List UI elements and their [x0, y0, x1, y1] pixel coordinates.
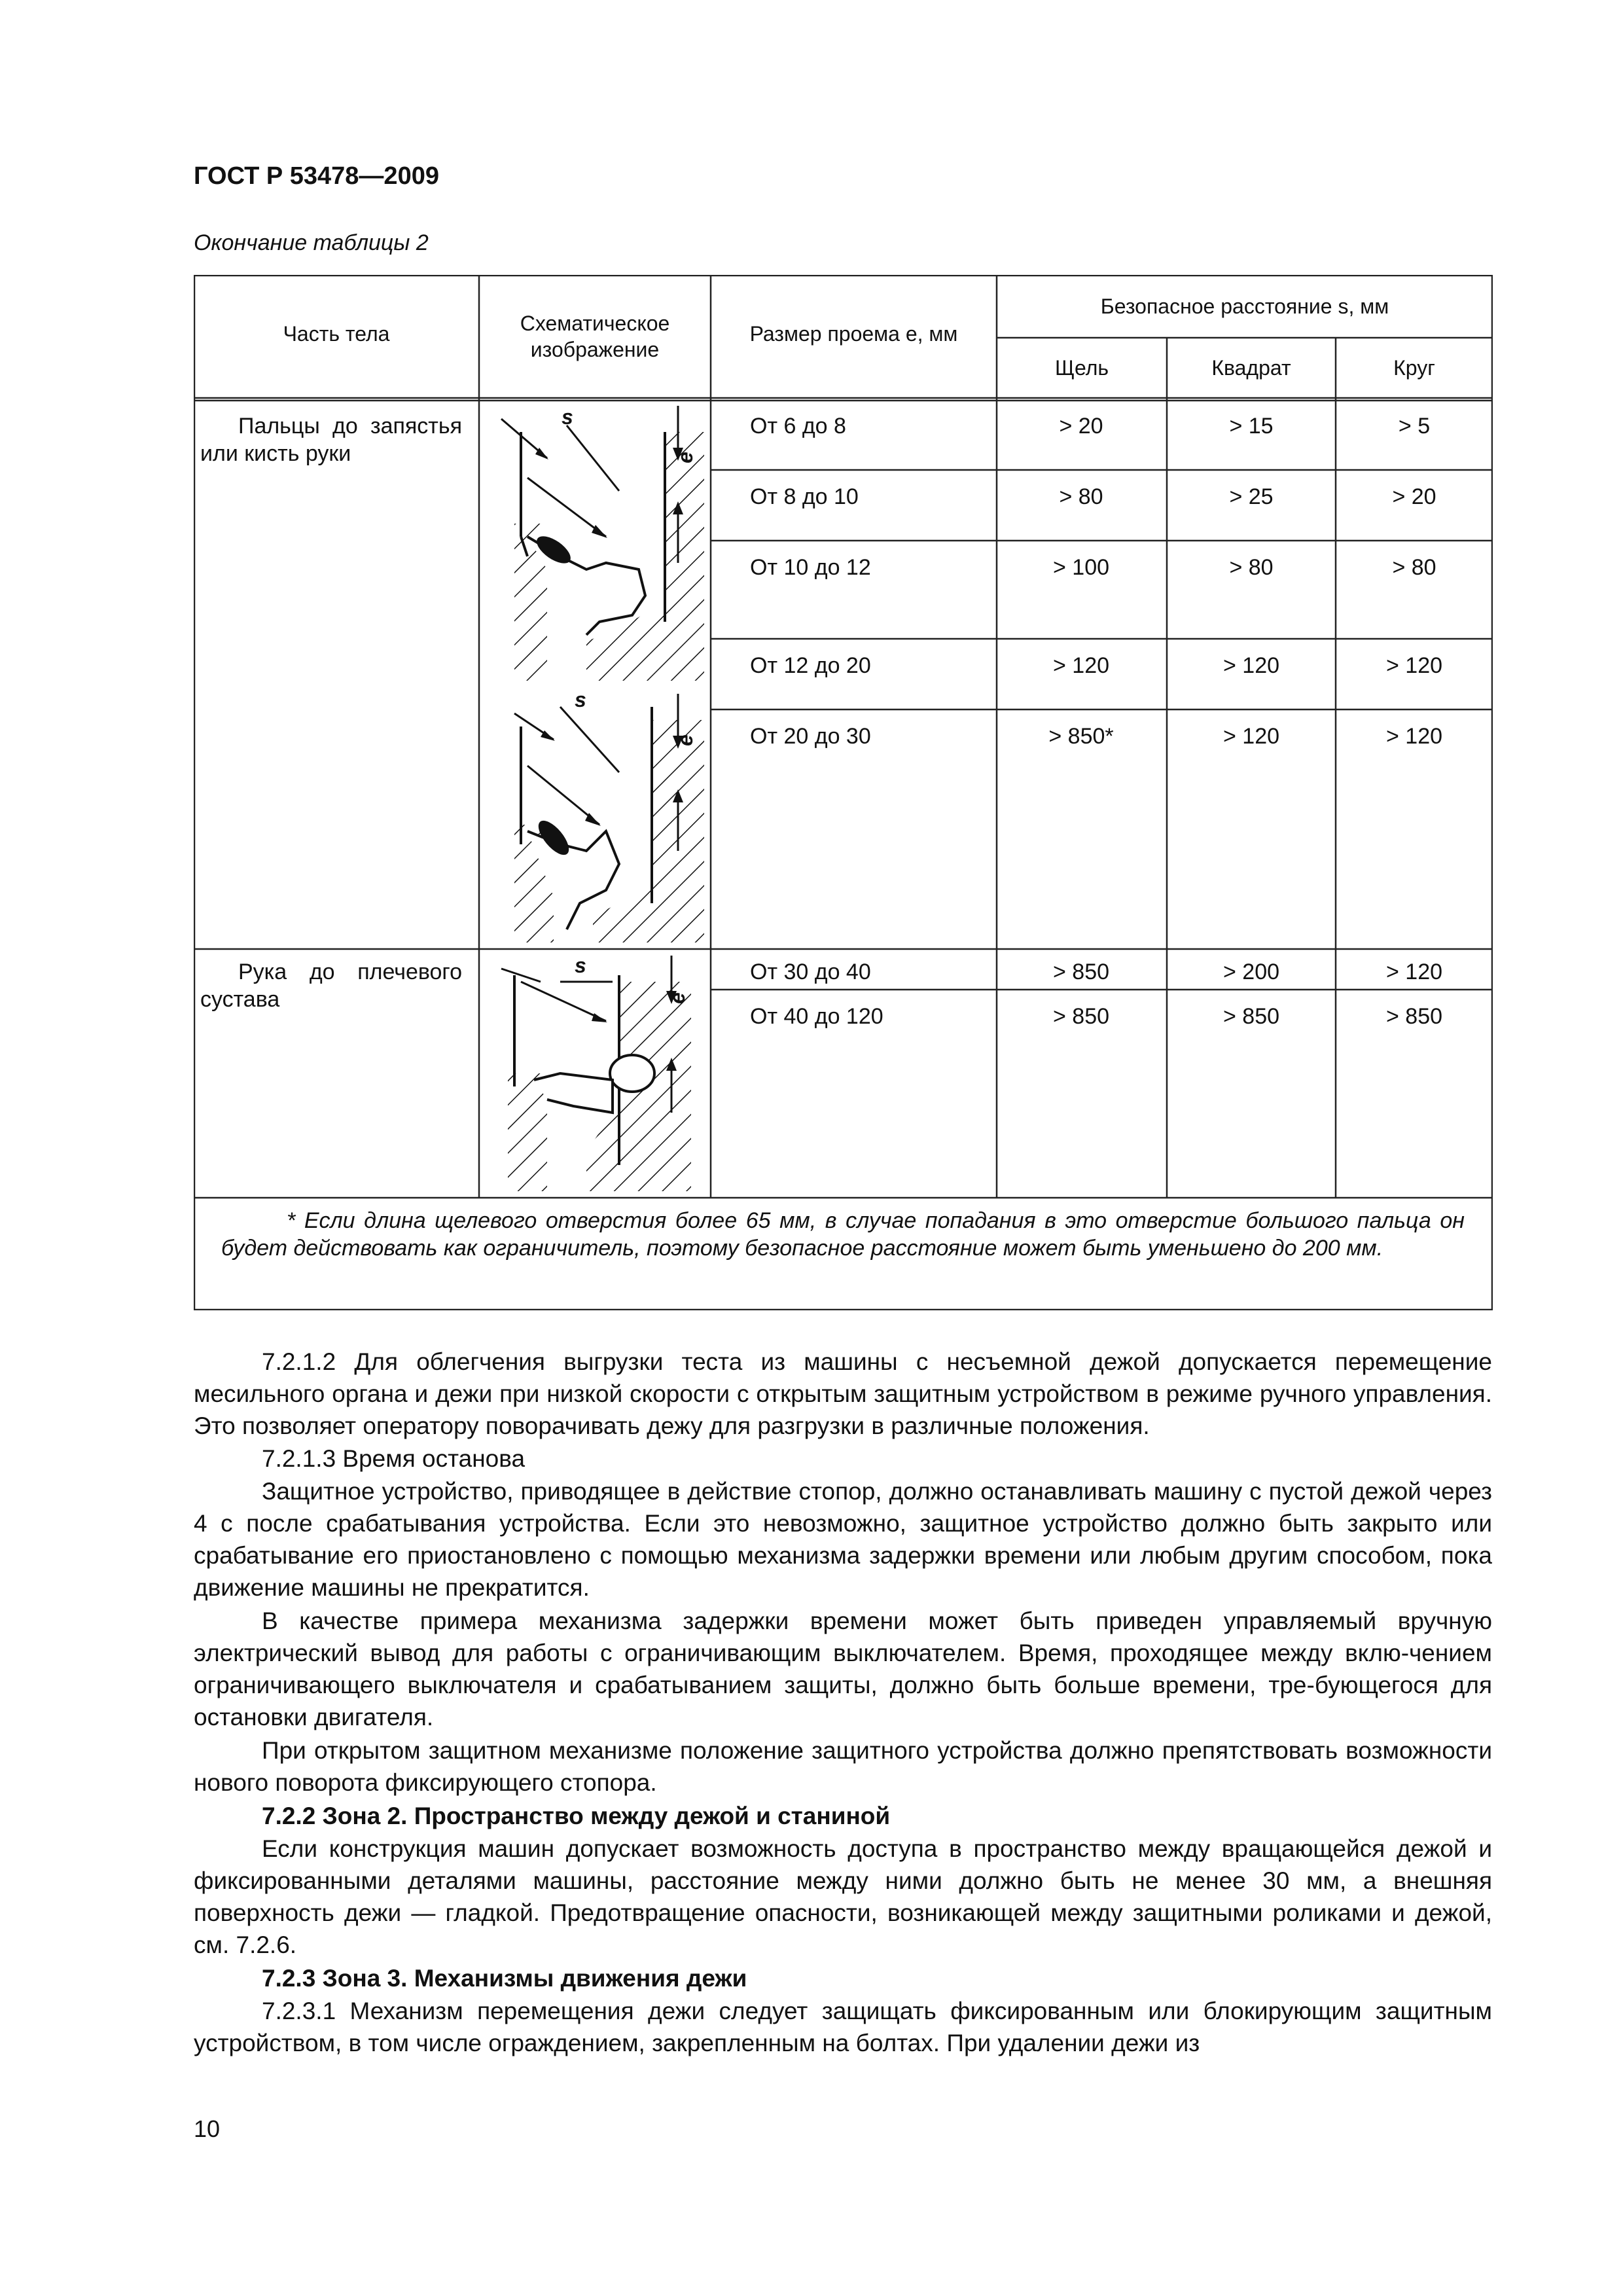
paragraph-zone-2: Если конструкция машин допускает возможность доступа в пространство между вращающейся дежой и фиксированными деталями машины, расстояние между ними должно быть не менее 30 мм, а внешняя поверхность дежи — гладкой. Предотвращение опасности, возникающей между защитными роликами и дежой, см. 7.2.6.: [194, 1835, 1492, 1958]
paragraph-stop-time: Защитное устройство, приводящее в действие стопор, должно останавливать машину с пустой дежой через 4 с после срабатывания устройства. Если это невозможно, защитное устройство должно быть закрыто или срабатывание его приостановлено с помощью механизма задержки времени или любым другим способом, пока движение машины не прекратится.: [194, 1478, 1492, 1601]
paragraph-delay-example: В качестве примера механизма задержки времени может быть приведен управляемый вручную электрический вывод для работы с ограничивающим выключателем. Время, проходящее между вклю-чением ограничивающего выключателя и срабатыванием защиты, должно быть больше времени, тре-бующегося для остановки двигателя.: [194, 1607, 1492, 1731]
table-caption: Окончание таблицы 2: [194, 230, 429, 255]
page-number: 10: [194, 2115, 221, 2142]
paragraph-open-guard: При открытом защитном механизме положение защитного устройства должно препятствовать возможности нового поворота фиксирующего стопора.: [194, 1737, 1492, 1796]
row-circle: > 850: [1385, 1004, 1443, 1029]
row-circle: > 5: [1398, 414, 1431, 439]
row-slot: > 850*: [1048, 724, 1114, 749]
row-circle: > 120: [1385, 653, 1443, 678]
row-square: > 850: [1222, 1004, 1280, 1029]
row-square: > 80: [1229, 555, 1274, 580]
row-opening: От 8 до 10: [750, 484, 859, 509]
subheader-slot: Щель: [1054, 356, 1109, 380]
table-footnote: * Если длина щелевого отверстия более 65 мм, в случае попадания в это отверстие большого пальца он будет действовать как ограничитель, поэтому безопасное расстояние может быть уменьшено до 200 мм.: [221, 1208, 1465, 1261]
row-square: > 25: [1229, 484, 1274, 509]
group-label-arm: Рука до плечевого сустава: [200, 960, 462, 1012]
label-s: s: [575, 956, 586, 977]
col-header-body-part: Часть тела: [283, 322, 390, 346]
row-circle: > 120: [1385, 960, 1443, 984]
row-opening: От 30 до 40: [750, 960, 871, 984]
row-circle: > 120: [1385, 724, 1443, 749]
col-header-safe-distance: Безопасное расстояние s, мм: [1100, 295, 1389, 318]
row-square: > 15: [1229, 414, 1274, 439]
row-opening: От 12 до 20: [750, 653, 871, 678]
paragraph-7-2-1-2: 7.2.1.2 Для облегчения выгрузки теста из машины с несъемной дежой допускается перемещение месильного органа и дежи при низкой скорости с открытым защитным устройством в режиме ручного управления. Это позволяет оператору поворачивать дежу для разгрузки в различные положения.: [194, 1348, 1492, 1439]
paragraph-7-2-3-1: 7.2.3.1 Механизм перемещения дежи следует защищать фиксированным или блокирующим защитным устройством, в том числе ограждением, закрепленным на болтах. При удалении дежи из: [194, 1998, 1492, 2056]
subheader-circle: Круг: [1393, 356, 1435, 380]
row-slot: > 100: [1052, 555, 1110, 580]
label-e: e: [673, 452, 697, 463]
safety-distance-table: [194, 275, 1493, 1310]
row-opening: От 20 до 30: [750, 724, 871, 749]
row-square: > 120: [1222, 724, 1280, 749]
subheader-square: Квадрат: [1211, 356, 1291, 380]
col-header-schematic: Схематическое изображение: [520, 312, 670, 361]
label-s: s: [575, 688, 586, 711]
row-circle: > 80: [1392, 555, 1436, 580]
hand-slot-schematic: [488, 668, 704, 942]
row-opening: От 40 до 120: [750, 1004, 883, 1029]
paragraph-7-2-1-3-title: 7.2.1.3 Время останова: [262, 1445, 526, 1472]
row-slot: > 80: [1059, 484, 1103, 509]
group-label-fingers: Пальцы до запястья или кисть руки: [200, 414, 462, 466]
label-s: s: [562, 406, 573, 429]
row-opening: От 6 до 8: [750, 414, 846, 439]
row-slot: > 20: [1059, 414, 1103, 439]
heading-7-2-2: 7.2.2 Зона 2. Пространство между дежой и станиной: [262, 1803, 891, 1829]
row-slot: > 850: [1052, 960, 1110, 984]
row-slot: > 850: [1052, 1004, 1110, 1029]
col-header-opening: Размер проема e, мм: [749, 322, 958, 346]
row-opening: От 10 до 12: [750, 555, 871, 580]
row-slot: > 120: [1052, 653, 1110, 678]
document-header: ГОСТ Р 53478—2009: [194, 162, 439, 190]
label-e: e: [666, 992, 689, 1004]
arm-slot-schematic: [488, 956, 704, 1191]
fingers-slot-schematic: [488, 406, 704, 681]
heading-7-2-3: 7.2.3 Зона 3. Механизмы движения дежи: [262, 1965, 747, 1992]
row-circle: > 20: [1392, 484, 1436, 509]
row-square: > 200: [1222, 960, 1280, 984]
row-square: > 120: [1222, 653, 1280, 678]
label-e: e: [673, 734, 697, 746]
